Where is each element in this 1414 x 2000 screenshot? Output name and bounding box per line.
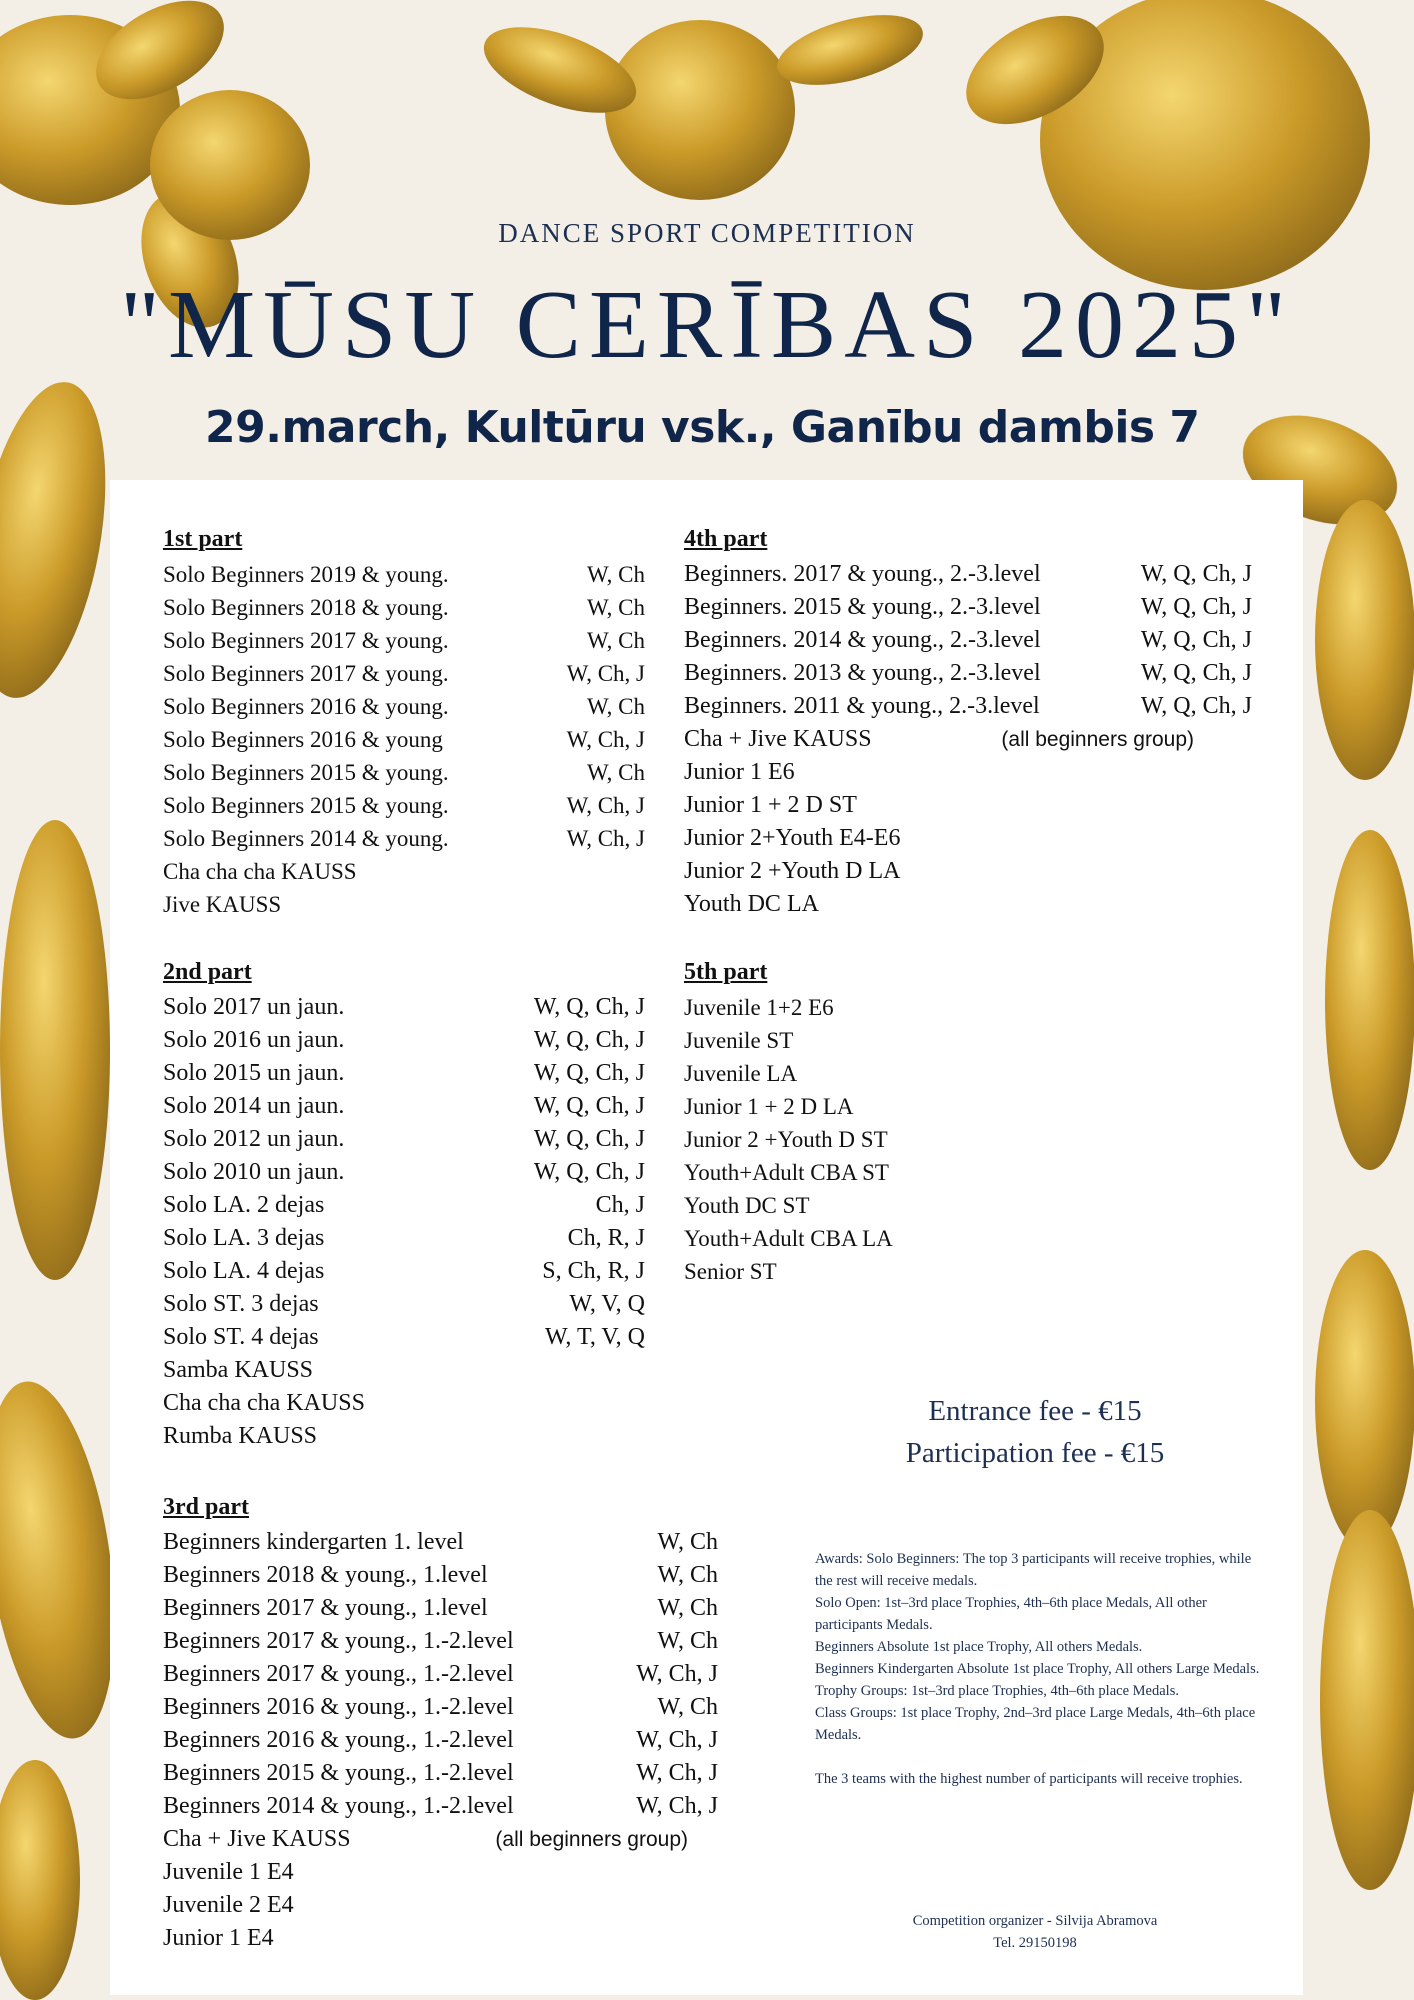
part-title: 3rd part <box>163 1494 249 1520</box>
category-name: Solo 2016 un jaun. <box>163 1027 345 1053</box>
dance-list <box>900 822 1252 855</box>
dance-list: W, Ch <box>657 1694 718 1720</box>
program-row <box>684 888 1252 921</box>
part-rows <box>163 991 708 1453</box>
program-row <box>163 1724 718 1757</box>
program-row <box>684 591 1252 624</box>
part-rows <box>163 558 708 921</box>
category-name: Junior 2 +Youth D LA <box>684 858 901 884</box>
category-name: Juvenile 1 E4 <box>163 1859 294 1885</box>
dance-list: W, Ch, J <box>636 1727 718 1753</box>
awards-block <box>815 1548 1270 1790</box>
program-row <box>163 1526 718 1559</box>
category-name: Solo Beginners 2019 & young. <box>163 562 449 587</box>
category-name: Cha cha cha KAUSS <box>163 859 357 884</box>
program-row <box>684 1024 1084 1057</box>
category-name: Samba KAUSS <box>163 1357 314 1383</box>
dance-list: Ch, J <box>595 1192 645 1218</box>
dance-list: W, Ch <box>657 1628 718 1654</box>
dance-list <box>357 855 645 888</box>
category-name: Beginners. 2014 & young., 2.-3.level <box>684 627 1041 653</box>
program-row <box>163 591 645 624</box>
program-row <box>163 1255 645 1288</box>
category-name: Beginners kindergarten 1. level <box>163 1529 464 1555</box>
program-row <box>684 1090 1084 1123</box>
category-name: Rumba KAUSS <box>163 1423 318 1449</box>
category-name: Junior 2 +Youth D ST <box>684 1127 888 1152</box>
program-row <box>163 1757 718 1790</box>
program-row <box>163 723 645 756</box>
category-name: Solo Beginners 2015 & young. <box>163 793 449 818</box>
category-name: Beginners 2014 & young., 1.-2.level <box>163 1793 514 1819</box>
awards-line: Class Groups: 1st place Trophy, 2nd–3rd place Large Medals, 4th–6th place Medals. <box>815 1705 1256 1743</box>
organizer-block <box>835 1910 1235 1954</box>
participation-fee: Participation fee - €15 <box>905 1437 1165 1469</box>
dance-list <box>819 888 1252 921</box>
program-row <box>684 1255 1084 1288</box>
dance-list: W, Ch <box>587 562 645 587</box>
category-name: Beginners. 2013 & young., 2.-3.level <box>684 660 1041 686</box>
part-rows <box>684 991 1084 1288</box>
program-row <box>684 624 1252 657</box>
dance-list <box>854 1090 1085 1123</box>
category-name: Juvenile 2 E4 <box>163 1892 294 1918</box>
fees-block <box>870 1390 1200 1474</box>
dance-list: W, Ch, J <box>636 1661 718 1687</box>
program-row <box>163 558 645 591</box>
category-name: Beginners 2017 & young., 1.level <box>163 1595 488 1621</box>
category-name: Youth DC LA <box>684 891 819 917</box>
organizer-phone: Tel. 29150198 <box>993 1935 1077 1951</box>
dance-list <box>857 789 1252 822</box>
program-row <box>684 1222 1084 1255</box>
program-row <box>163 1024 645 1057</box>
category-name: Beginners 2018 & young., 1.level <box>163 1562 488 1588</box>
dance-list: W, Q, Ch, J <box>533 994 645 1020</box>
dance-list <box>797 1057 1084 1090</box>
category-name: Cha + Jive KAUSS <box>163 1826 351 1852</box>
dance-list <box>274 1922 718 1955</box>
category-name: Beginners 2017 & young., 1.-2.level <box>163 1661 514 1687</box>
program-row <box>684 690 1252 723</box>
program-row <box>163 789 645 822</box>
category-name: Solo Beginners 2017 & young. <box>163 628 449 653</box>
dance-list <box>900 855 1252 888</box>
program-row <box>163 1057 645 1090</box>
category-name: Solo 2010 un jaun. <box>163 1159 345 1185</box>
category-name: Solo LA. 4 dejas <box>163 1258 325 1284</box>
dance-list <box>888 1123 1084 1156</box>
category-name: Solo 2015 un jaun. <box>163 1060 345 1086</box>
dance-list <box>795 756 1252 789</box>
program-row <box>684 1156 1084 1189</box>
dance-list <box>834 991 1084 1024</box>
program-row <box>163 1222 645 1255</box>
program-row <box>163 822 645 855</box>
category-name: Youth+Adult CBA ST <box>684 1160 889 1185</box>
dance-list <box>810 1189 1085 1222</box>
category-name: Junior 1 + 2 D LA <box>684 1094 854 1119</box>
category-name: Jive KAUSS <box>163 892 282 917</box>
category-name: Solo LA. 2 dejas <box>163 1192 325 1218</box>
category-name: Juvenile LA <box>684 1061 798 1086</box>
event-title: "MŪSU CERĪBAS 2025" <box>119 271 1295 379</box>
dance-list: W, Q, Ch, J <box>1140 561 1252 587</box>
category-name: Solo 2014 un jaun. <box>163 1093 345 1119</box>
dance-list <box>793 1024 1084 1057</box>
dance-list: W, Ch <box>657 1562 718 1588</box>
teams-note: The 3 teams with the highest number of participants will receive trophies. <box>815 1771 1243 1787</box>
category-name: Youth DC ST <box>684 1193 810 1218</box>
category-name: Beginners 2015 & young., 1.-2.level <box>163 1760 514 1786</box>
program-row <box>684 789 1252 822</box>
program-row <box>163 1420 645 1453</box>
program-row <box>163 855 645 888</box>
program-row <box>684 558 1252 591</box>
program-row <box>684 756 1252 789</box>
dance-list: W, Ch, J <box>566 793 645 818</box>
category-name: Beginners 2017 & young., 1.-2.level <box>163 1628 514 1654</box>
program-row <box>163 1889 718 1922</box>
program-row <box>163 690 645 723</box>
program-row <box>163 1354 645 1387</box>
dance-list: W, Ch <box>587 760 645 785</box>
category-name: Solo ST. 4 dejas <box>163 1324 319 1350</box>
program-row <box>163 1625 718 1658</box>
category-name: Beginners. 2015 & young., 2.-3.level <box>684 594 1041 620</box>
category-name: Junior 1 + 2 D ST <box>684 792 857 818</box>
dance-list: W, Ch <box>587 628 645 653</box>
entrance-fee: Entrance fee - €15 <box>928 1395 1142 1427</box>
program-row <box>684 855 1252 888</box>
dance-list: W, Q, Ch, J <box>1140 627 1252 653</box>
category-name: Youth+Adult CBA LA <box>684 1226 893 1251</box>
category-name: Junior 1 E4 <box>163 1925 274 1951</box>
organizer-name: Competition organizer - Silvija Abramova <box>912 1913 1158 1929</box>
category-name: Solo Beginners 2018 & young. <box>163 595 449 620</box>
dance-list <box>294 1856 718 1889</box>
category-name: Solo Beginners 2016 & young. <box>163 694 449 719</box>
dance-list <box>281 888 645 921</box>
program-row <box>163 657 645 690</box>
category-name: Beginners 2016 & young., 1.-2.level <box>163 1694 514 1720</box>
dance-list: W, Ch, J <box>566 661 645 686</box>
program-row <box>163 1856 718 1889</box>
program-row <box>163 1823 688 1856</box>
program-row <box>163 1559 718 1592</box>
program-row <box>163 1691 718 1724</box>
awards-line: Beginners Kindergarten Absolute 1st place Trophy, All others Large Medals. <box>815 1661 1260 1677</box>
category-name: Juvenile ST <box>684 1028 794 1053</box>
category-name: Juvenile 1+2 E6 <box>684 995 834 1020</box>
program-row <box>163 1189 645 1222</box>
dance-list: W, Ch <box>587 694 645 719</box>
rose-icon <box>473 2 930 200</box>
part-4 <box>684 524 1252 921</box>
dance-list: S, Ch, R, J <box>542 1258 645 1284</box>
dance-list: Ch, R, J <box>567 1225 645 1251</box>
dance-list <box>889 1156 1084 1189</box>
dance-list: W, Ch <box>657 1595 718 1621</box>
awards-line: Solo Open: 1st–3rd place Trophies, 4th–6th place Medals, All other participants Medals. <box>815 1595 1207 1633</box>
dance-list: W, V, Q <box>569 1291 645 1317</box>
dance-list <box>294 1889 718 1922</box>
program-row <box>684 1189 1084 1222</box>
category-name: Solo 2017 un jaun. <box>163 994 345 1020</box>
dance-list: W, Q, Ch, J <box>533 1060 645 1086</box>
part-title: 2nd part <box>163 959 252 985</box>
program-row <box>684 657 1252 690</box>
program-row <box>163 1156 645 1189</box>
dance-list: W, Ch, J <box>566 727 645 752</box>
dance-list <box>365 1387 645 1420</box>
event-subtitle: DANCE SPORT COMPETITION <box>498 218 916 248</box>
dance-list <box>317 1420 645 1453</box>
part-rows <box>163 1526 783 1955</box>
category-name: Junior 2+Youth E4-E6 <box>684 825 901 851</box>
awards-line: Awards: Solo Beginners: The top 3 participants will receive trophies, while the rest will receive medals. <box>815 1551 1252 1589</box>
program-row <box>163 1123 645 1156</box>
program-row <box>684 822 1252 855</box>
dance-list: W, Ch <box>587 595 645 620</box>
category-name: Solo Beginners 2015 & young. <box>163 760 449 785</box>
part-title: 1st part <box>163 526 243 552</box>
category-name: Solo Beginners 2016 & young <box>163 727 443 752</box>
program-row <box>684 991 1084 1024</box>
category-name: Solo Beginners 2017 & young. <box>163 661 449 686</box>
dance-list <box>777 1255 1084 1288</box>
category-name: Solo 2012 un jaun. <box>163 1126 345 1152</box>
program-row <box>163 1288 645 1321</box>
category-name: Junior 1 E6 <box>684 759 795 785</box>
part-5 <box>684 957 1084 1288</box>
dance-list: W, Ch, J <box>636 1793 718 1819</box>
dance-list: (all beginners group) <box>1001 728 1194 751</box>
dance-list: W, Ch, J <box>636 1760 718 1786</box>
dance-list: W, Ch <box>657 1529 718 1555</box>
program-row <box>163 624 645 657</box>
part-title: 4th part <box>684 526 768 552</box>
program-row <box>163 756 645 789</box>
category-name: Beginners. 2011 & young., 2.-3.level <box>684 693 1040 719</box>
dance-list: W, Q, Ch, J <box>1140 594 1252 620</box>
program-row <box>684 723 1194 756</box>
dance-list: W, Q, Ch, J <box>533 1126 645 1152</box>
part-3 <box>163 1492 783 1955</box>
program-row <box>163 888 645 921</box>
awards-line: Beginners Absolute 1st place Trophy, All others Medals. <box>815 1639 1143 1655</box>
dance-list <box>893 1222 1084 1255</box>
part-rows <box>684 558 1252 921</box>
program-row <box>163 1592 718 1625</box>
category-name: Cha cha cha KAUSS <box>163 1390 365 1416</box>
category-name: Solo Beginners 2014 & young. <box>163 826 449 851</box>
dance-list: (all beginners group) <box>495 1828 688 1851</box>
program-row <box>684 1123 1084 1156</box>
part-2 <box>163 957 708 1453</box>
program-row <box>163 1321 645 1354</box>
awards-line: Trophy Groups: 1st–3rd place Trophies, 4th–6th place Medals. <box>815 1683 1179 1699</box>
part-title: 5th part <box>684 959 768 985</box>
event-date-location: 29.march, Kultūru vsk., Ganību dambis 7 <box>205 402 1200 453</box>
dance-list: W, Q, Ch, J <box>1140 660 1252 686</box>
dance-list: W, Q, Ch, J <box>533 1093 645 1119</box>
program-row <box>163 1922 718 1955</box>
category-name: Senior ST <box>684 1259 777 1284</box>
dance-list: W, Q, Ch, J <box>1140 693 1252 719</box>
program-row <box>163 1387 645 1420</box>
category-name: Beginners. 2017 & young., 2.-3.level <box>684 561 1041 587</box>
program-row <box>163 1090 645 1123</box>
dance-list: W, Q, Ch, J <box>533 1027 645 1053</box>
category-name: Beginners 2016 & young., 1.-2.level <box>163 1727 514 1753</box>
dance-list <box>313 1354 645 1387</box>
category-name: Solo ST. 3 dejas <box>163 1291 319 1317</box>
program-row <box>163 991 645 1024</box>
category-name: Solo LA. 3 dejas <box>163 1225 325 1251</box>
dance-list: W, T, V, Q <box>544 1324 645 1350</box>
dance-list: W, Q, Ch, J <box>533 1159 645 1185</box>
program-row <box>163 1790 718 1823</box>
dance-list: W, Ch, J <box>566 826 645 851</box>
program-row <box>684 1057 1084 1090</box>
category-name: Cha + Jive KAUSS <box>684 726 872 752</box>
program-row <box>163 1658 718 1691</box>
part-1 <box>163 524 708 921</box>
